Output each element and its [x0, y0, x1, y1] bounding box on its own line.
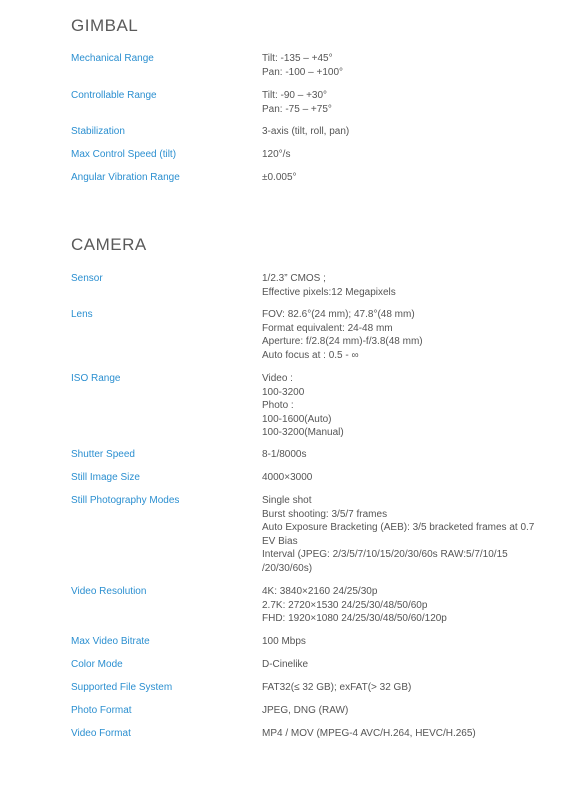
spec-value-line: 100 Mbps	[262, 636, 306, 647]
spec-label: Video Resolution	[71, 586, 147, 597]
spec-value-line: Burst shooting: 3/5/7 frames	[262, 508, 388, 520]
spec-value-line: 1/2.3” CMOS ;	[262, 273, 326, 284]
spec-label: Sensor	[71, 273, 103, 284]
spec-value-line: Format equivalent: 24-48 mm	[262, 322, 393, 334]
spec-value-line: Auto focus at : 0.5 - ∞	[262, 349, 359, 361]
spec-value-line: ±0.005°	[262, 172, 297, 183]
spec-label: Photo Format	[71, 705, 132, 716]
spec-label: Video Format	[71, 728, 131, 739]
spec-value-line: Auto Exposure Bracketing (AEB): 3/5 bracketed frames at 0.7 EV Bias	[262, 522, 535, 547]
spec-value	[262, 494, 542, 575]
spec-value	[262, 308, 542, 362]
spec-value	[262, 585, 542, 626]
spec-value-line: 100-3200	[262, 386, 305, 398]
spec-label: Still Image Size	[71, 472, 140, 483]
spec-value	[262, 372, 542, 440]
spec-value	[262, 448, 542, 462]
spec-value-line: Photo :	[262, 400, 294, 411]
spec-value	[262, 148, 542, 162]
spec-value-line: Tilt: -90 – +30°	[262, 90, 328, 101]
spec-value	[262, 89, 542, 116]
spec-value-line: FAT32(≤ 32 GB); exFAT(> 32 GB)	[262, 682, 412, 693]
spec-label: Max Video Bitrate	[71, 636, 150, 647]
spec-label: Supported File System	[71, 682, 173, 693]
spec-value-line: 2.7K: 2720×1530 24/25/30/48/50/60p	[262, 599, 428, 611]
spec-value-line: 3-axis (tilt, roll, pan)	[262, 126, 350, 137]
spec-value-line: 4000×3000	[262, 472, 313, 483]
spec-value-line: FHD: 1920×1080 24/25/30/48/50/60/120p	[262, 613, 447, 624]
spec-value-line: 120°/s	[262, 149, 291, 160]
spec-value	[262, 171, 542, 185]
spec-value-line: FOV: 82.6°(24 mm); 47.8°(48 mm)	[262, 309, 415, 320]
spec-label: Still Photography Modes	[71, 495, 180, 506]
spec-value-line: 8-1/8000s	[262, 449, 307, 460]
spec-label: Color Mode	[71, 659, 123, 670]
spec-label: Angular Vibration Range	[71, 172, 180, 183]
spec-value-line: 4K: 3840×2160 24/25/30p	[262, 586, 378, 597]
spec-value-line: JPEG, DNG (RAW)	[262, 705, 349, 716]
spec-value-line: D-Cinelike	[262, 659, 309, 670]
spec-label: ISO Range	[71, 373, 121, 384]
spec-value	[262, 704, 542, 718]
spec-value-line: Video :	[262, 373, 293, 384]
camera-section-title: CAMERA	[71, 235, 147, 254]
spec-label: Stabilization	[71, 126, 125, 137]
spec-label: Mechanical Range	[71, 53, 154, 64]
spec-value-line: Pan: -75 – +75°	[262, 103, 332, 115]
spec-value	[262, 272, 542, 299]
spec-label: Shutter Speed	[71, 449, 135, 460]
spec-value-line: Effective pixels:12 Megapixels	[262, 286, 396, 298]
gimbal-section-title: GIMBAL	[71, 16, 139, 35]
spec-value	[262, 727, 542, 741]
spec-label: Max Control Speed (tilt)	[71, 149, 177, 160]
spec-label: Lens	[71, 309, 93, 320]
spec-value-line: Pan: -100 – +100°	[262, 66, 344, 78]
spec-value-line: Tilt: -135 – +45°	[262, 53, 333, 64]
spec-value-line: 100-1600(Auto)	[262, 413, 332, 425]
spec-value	[262, 635, 542, 649]
spec-value-line: Single shot	[262, 495, 312, 506]
spec-value-line: 100-3200(Manual)	[262, 427, 344, 438]
spec-value-line: MP4 / MOV (MPEG-4 AVC/H.264, HEVC/H.265)	[262, 728, 476, 739]
spec-value	[262, 471, 542, 485]
spec-value-line: Interval (JPEG: 2/3/5/7/10/15/20/30/60s RAW:5/7/10/15 /20/30/60s)	[262, 549, 508, 574]
spec-value	[262, 681, 542, 695]
spec-value	[262, 52, 542, 79]
spec-value	[262, 125, 542, 139]
spec-value	[262, 658, 542, 672]
spec-label: Controllable Range	[71, 90, 157, 101]
spec-value-line: Aperture: f/2.8(24 mm)-f/3.8(48 mm)	[262, 336, 423, 347]
